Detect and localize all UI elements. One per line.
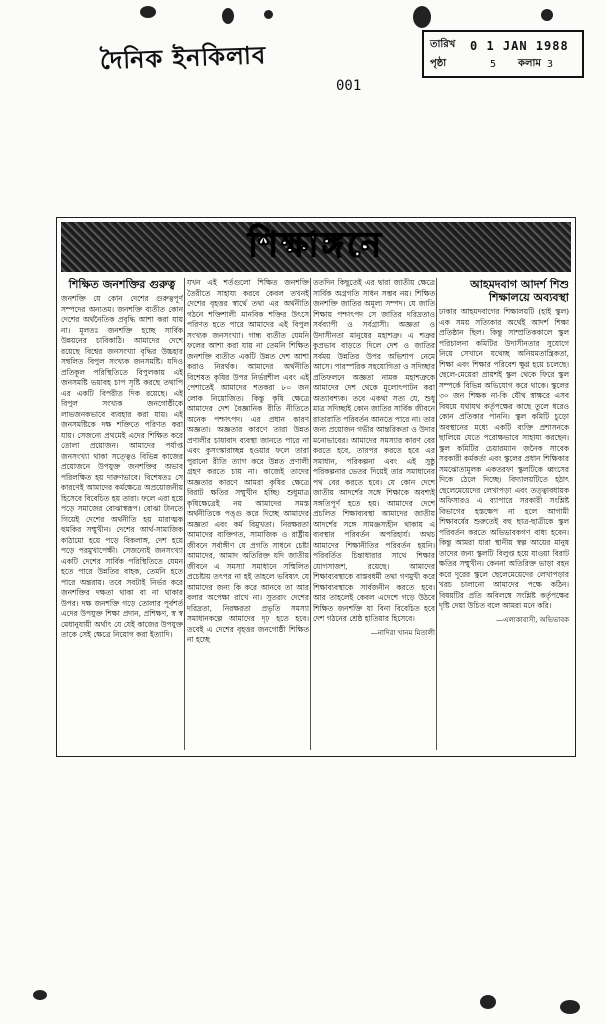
article1-column-2 bbox=[187, 278, 309, 750]
article1-heading: শিক্ষিত জনশক্তির গুরুত্ব bbox=[68, 278, 176, 291]
article1-text-1: জনশক্তি যে কোন দেশের গুরুত্বপূর্ণ সম্পদের অন্যতম। জনশক্তি ব্যতীত কোন দেশের অর্থনৈতিক প্রবৃদ্ধি আশা করা যায় না। মূলতঃ জনশক্তি হচ্ছে সার্বিক উন্নয়নের চাবিকাঠি। আমাদের দেশে রয়েছে বিশ্বের জনসংখ্যা বৃদ্ধির উচ্চহার সম্বলিত বিপুল সংখ্যক জনসমষ্টি। যদিও প্রতিকূল পরিস্থিতিতে বিপুলকায় এই জনসমষ্টি ভয়াবহ চাপ সৃষ্টি করছে তথাপি এর একটি বিপরীত দিক রয়েছে। এই বিপুল সংখ্যক জনগোষ্ঠীকে লাভজনকভাবে ব্যবহার করা যায়। এই জনসমষ্টিকে দক্ষ শক্তিতে পরিণত করা যায়। সেজন্যে প্রথমেই এদের শিক্ষিত করে তোলা প্রয়োজন। আমাদের পর্যাপ্ত জনসংখ্যা থাকা সত্ত্বেও বিভিন্ন কাজের প্রয়োজনে উপযুক্ত জনশক্তির অভাব পরিলক্ষিত হয় দারুণভাবে। বিশেষতঃ সে কারণেই আমাদের কর্মক্ষেত্রে অপ্রয়োজনীয় হিসেবে বিবেচিত হয় তারা। ফলে এরা হয়ে পড়ে সমাজের বোঝাস্বরূপ। বোঝা টানতে গিয়েই দেশের অর্থনীতি হয় মারাত্মক হুমকির সম্মুখীন। দেশের আর্থ-সামাজিক কাঠামো হয়ে পড়ে বিকলাঙ্গ, দেশ হয়ে পড়ে পরমুখাপেক্ষী। সেজন্যেই জনসংখ্যা একটি দেশের সার্বিক পরিস্থিতিতে যেমন হতে পারে উন্নতির বাহক, তেমনি হতে পারে অন্তরায়। তবে সবটাই নির্ভর করে জনশক্তির দক্ষতা থাকা বা না থাকার উপর। দক্ষ জনশক্তি গড়ে তোলার পূর্বশর্ত এদের উপযুক্ত শিক্ষা প্রদান, প্রশিক্ষণ, স্ব স্ব মেধানুযায়ী অর্থাৎ যে যেই কাজের উপযুক্ত তাকে সেই ক্ষেত্রে নিয়োগ করা ইত্যাদি। bbox=[61, 294, 183, 639]
article1-text-3: ততদিন কিছুতেই এর দ্বারা জাতীয় ক্ষেত্রে সার্বিক অগ্রগতি সাধন সম্ভব নয়। শিক্ষিত জনশক্তি জাতির অমূল্য সম্পদ। যে জাতি শিক্ষায় পশ্চাৎপদ সে জাতির দরিদ্রতাও সর্বব্যাপী ও সর্বগ্রাসী। অজ্ঞতা ও উদাসীনতা মানুষের মহাশত্রু। এ শত্রুর কুপ্রভাব বাড়তে দিলে দেশ ও জাতির সর্বময় উন্নতির উপর অভিশাপ নেমে আসে। পারস্পরিক সহযোগিতা ও সদিচ্ছার প্রতিফলনে অজ্ঞতা নামক মহাশত্রুকে আমাদের দেশ থেকে মূলোৎপাটন করা অত্যাবশ্যক। তবে একথা সত্য যে, শুধু মাত্র সদিচ্ছাই কোন জাতির সার্বিক জীবনে রাতারাতি পরিবর্তন আনতে পারে না। তার জন্য প্রয়োজন গভীর আন্তরিকতা ও উদার মনোভাবের। আমাদের সমস্যার কারণ বের করতে হবে, তারপর করতে হবে এর সমাধান, পরিকল্পনা এবং এই সুষ্ঠু পরিকল্পনার ভেতর দিয়েই তার সমাধানের পথ বের করতে হবে। যে কোন দেশে জাতীয় আদর্শের সঙ্গে শিক্ষাকে অবশ্যই সঙ্গতিপূর্ণ হতে হয়। আমাদের দেশে প্রচলিত শিক্ষাব্যবস্থা আমাদের জাতীয় আদর্শের সঙ্গে সামঞ্জস্যহীন থাকায় এ ব্যবস্থার পরিবর্তন অপরিহার্য। অথচ আমাদের শিক্ষানীতির পরিবর্তন হয়নি। পরিবর্তিত চিন্তাধারার সাথে শিক্ষার যোগসাজশ, রয়েছে। আমাদের শিক্ষাব্যবস্থাকে বাস্তবধর্মী তথা গণমুখী করে শিক্ষাব্যবস্থাকে সার্বজনীন করতে হবে। আর তাহলেই কেবল এদেশে গড়ে উঠবে শিক্ষিত জনশক্তি যা বিনা বিবেচিত হবে দেশ গঠনের শ্রেষ্ঠ হাতিয়ার হিসেবে। bbox=[313, 278, 435, 623]
article1-text-2: যখন এই শর্তগুলো শিক্ষিত জনশক্তি তৈরীতে সাহায্য করবে কেবল তখনই দেশের বৃহত্তর স্বার্থে তথা এর অর্থনীতি গঠনে শক্তিশালী মানবিক শক্তির উৎসে পরিণত হতে পারে আমাদের এই বিপুল সংখ্যক জনসংখ্যা। গান্ধ ব্যতীত যেমনি ফলের আশা করা যায় না তেমনি শিক্ষিত জনশক্তি ব্যতীত একটি উন্নত দেশ আশা করাও নিরর্থক। আমাদের অর্থনীতি বিশেষত কৃষির উপর নির্ভরশীল এবং এই পেশাতেই আমাদের শতকরা ৮০ জন লোক নিয়োজিত। কিন্তু কৃষি ক্ষেত্রে আমাদের দেশ বৈজ্ঞানিক রীতি নীতিতে অনেক পশ্চাৎপদ। এর প্রধান কারণ অজ্ঞতা। অজ্ঞতার কারণে তারা উন্নত প্রণালীর চাষাবাদ ব্যবস্থা জানতে পারে না এবং কুসংস্কারাচ্ছন্ন হওয়ার ফলে তারা পুরানো রীতি ত্যাগ করে উন্নত প্রণালী গ্রহণ করতে চায় না। কাজেই তাদের অজ্ঞতার কারণে আমরা কৃষির ক্ষেত্রে বিরাট ক্ষতির সম্মুখীন হচ্ছি। শুধুমাত্র কৃষিক্ষেত্রেই নয় আমাদের সমস্ত অর্থনীতিকে পঙ্গু করে দিচ্ছে আমাদের অজ্ঞতা এবং কর্ম বিমুখতা। নিরক্ষরতা আমাদের ব্যক্তিগত, সামাজিক ও রাষ্ট্রীয় জীবনে সর্বাঙ্গীণ যে প্রগতি সাধনে চেষ্টা আমাদের, আমাদ অতিরিক্ত যদি জাতীয় জীবনে এ সমস্যা সমাধানে সম্মিলিত প্রচেষ্টায় তৎপর না হই তাহলে ভবিষ্যৎ যে আমাদের জন্য কি করে আনবে তা আর বলার অপেক্ষা রাখে না। সুতরাং দেশের দরিদ্রতা, নিরক্ষরতা প্রভৃতি সমস্যা সমাধানকল্পে আমাদের দৃঢ় হতে হবে। তবেই এ দেশের বৃহত্তর জনগোষ্ঠী শিক্ষিত না হচ্ছে bbox=[187, 278, 309, 644]
article1-byline: —নাদিরা খানম মিতালী bbox=[370, 628, 435, 637]
stamp-page-value: 5 bbox=[490, 59, 497, 70]
ink-speck bbox=[413, 6, 431, 28]
stamp-date-label: তারিখ bbox=[430, 39, 456, 50]
newspaper-clipping bbox=[56, 217, 576, 757]
ink-speck bbox=[33, 990, 47, 1000]
article1-column-3 bbox=[313, 278, 435, 750]
column-divider bbox=[184, 278, 185, 750]
article2-text: ঢাকার আহমদবাগের শিক্ষালয়টি (হাই স্কুল) এক সময় সত্যিকার অর্থেই আদর্শ শিক্ষা প্রতিষ্ঠান ছিল। কিন্তু সাম্প্রতিককালে স্কুল পরিচালনা কমিটির উদাসীনতার সুযোগে নিয়ে সেখানে যথেচ্ছ অনিয়মতান্ত্রিকতা, শিক্ষা এবং শিক্ষার পরিবেশ ক্ষুণ্ণ হয়ে চলেছে। ছেলে-মেয়েরা প্রায়শই স্কুল থেকে ফিরে স্কুল সম্পর্কে বিভিন্ন অভিযোগ করে থাকে। স্কুলের ৩০ জন শিক্ষক না-কি যৌথ স্বাক্ষরে এসব বিষয়ে যথাযথ কর্তৃপক্ষের কাছে তুলে ধরেও কোন প্রতিকার পাননি। স্কুল কমিটি চুড়ো অবস্থানের মধ্যে একটি ব্যক্তি প্রশাসনকে ছালিয়ে যেতে পরোক্ষভাবে সাহায্য করছেন। স্কুল কমিটির চেয়ারম্যান জনৈক সাবেক সরকারী কর্মকর্তা এবং স্কুলের প্রধান শিক্ষিকার সমঝোতামূলক একতরফা স্কুলটিকে ধ্বংসের দিকে ঠেলে দিচ্ছে। বিদ্যালয়টিতে হঠাৎ ছেলেমেয়েদের লেখাপড়া এবং তত্ত্বাবধায়ক অফিসারও এ ব্যাপারে সরকারী সংশ্লিষ্ট বিভাগের হস্তক্ষেপ না হলে আগামী শিক্ষাবর্ষের শুরুতেই বহু ছাত্র-ছাত্রীকে স্কুল পরিবর্তন করতে অভিভাবকগণ বাধ্য হবেন। কিন্তু আমরা যারা স্থানীয় স্বল্প আয়ের মানুষ তাদের জন্য স্কুলটি বিলুপ্ত হয়ে যাওয়া বিরাট ক্ষতির সম্মুখীন। কেননা অতিরিক্ত ভাড়া বহন করে দূরের স্কুলে ছেলেমেয়েদের লেখাপড়ার খরচ চালানো আমাদের পক্ষে কঠিন। বিষয়টির প্রতি অবিলম্বে সংশ্লিষ্ট কর্তৃপক্ষের দৃষ্টি দেয়া উচিত বলে আমরা মনে করি। bbox=[439, 307, 569, 610]
ink-speck bbox=[480, 995, 496, 1009]
article2-column bbox=[439, 278, 569, 750]
ink-speck bbox=[222, 8, 234, 24]
stamp-date-row bbox=[430, 36, 576, 55]
section-title: শিক্ষাঙ্গনে bbox=[248, 224, 384, 265]
clipping-stamp bbox=[422, 30, 584, 78]
article1-column-1 bbox=[61, 278, 183, 750]
column-divider bbox=[436, 278, 437, 750]
archive-page-number: 001 bbox=[336, 78, 362, 94]
stamp-column-value: 3 bbox=[546, 59, 553, 70]
stamp-page-row bbox=[430, 55, 576, 74]
article2-byline: —এলাকাবাসী, অভিভাবক bbox=[496, 615, 569, 624]
article2-heading: আহমদবাগ আদর্শ শিশু শিক্ষালয়ে অব্যবস্থা bbox=[470, 278, 569, 304]
ink-speck bbox=[541, 9, 553, 21]
ink-speck bbox=[140, 6, 156, 18]
stamp-page-label: পৃষ্ঠা bbox=[430, 58, 447, 69]
column-divider bbox=[310, 278, 311, 750]
stamp-column-label: কলাম bbox=[518, 58, 541, 69]
ink-speck bbox=[560, 1000, 580, 1014]
stamp-date-value: 0 1 JAN 1988 bbox=[470, 38, 569, 53]
section-banner bbox=[61, 222, 571, 272]
newspaper-masthead: দৈনিক ইনকিলাব bbox=[99, 40, 267, 75]
ink-speck bbox=[264, 10, 273, 19]
